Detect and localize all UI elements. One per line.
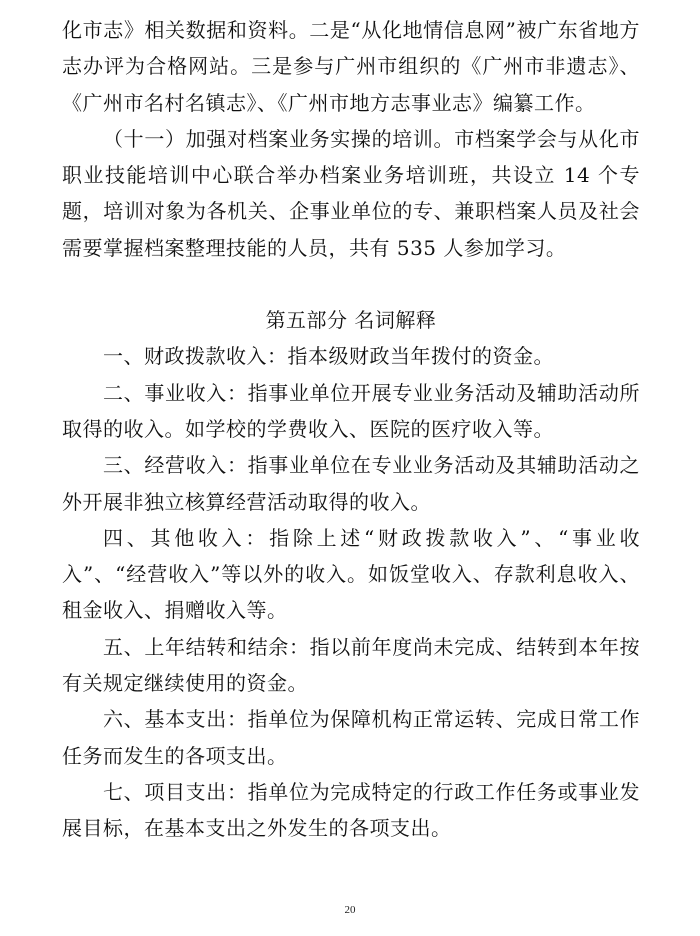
term-paragraph: 三、经营收入：指事业单位在专业业务活动及其辅助活动之外开展非独立核算经营活动取得的收入。 [62,453,640,514]
term-paragraph: 六、基本支出：指单位为保障机构正常运转、完成日常工作任务而发生的各项支出。 [62,707,640,768]
term-paragraph: 一、财政拨款收入：指本级财政当年拨付的资金。 [103,344,554,369]
paragraph-item-eleven: （十一）加强对档案业务实操的培训。市档案学会与从化市职业技能培训中心联合举办档案业务培训班，共设立 14 个专题，培训对象为各机关、企事业单位的专、兼职档案人员及社会需要掌握档案整理技能的人员，共有 535 人参加学习。 [62,126,640,260]
term-paragraph: 七、项目支出：指单位为完成特定的行政工作任务或事业发展目标，在基本支出之外发生的各项支出。 [62,779,640,841]
term-paragraph: 二、事业收入：指事业单位开展专业业务活动及辅助活动所取得的收入。如学校的学费收入、医院的医疗收入等。 [62,380,640,441]
body-text [62,12,640,847]
page-number: 20 [344,904,356,916]
section-title: 第五部分 名词解释 [265,308,437,333]
term-paragraph: 四、其他收入：指除上述“财政拨款收入”、“事业收入”、“经营收入”等以外的收入。如饭堂收入、存款利息收入、租金收入、捐赠收入等。 [62,525,640,623]
term-paragraph: 五、上年结转和结余：指以前年度尚未完成、结转到本年按有关规定继续使用的资金。 [62,634,640,696]
continuation-paragraph: 化市志》相关数据和资料。二是“从化地情信息网”被广东省地方志办评为合格网站。三是参与广州市组织的《广州市非遗志》、《广州市名村名镇志》、《广州市地方志事业志》编纂工作。 [62,18,640,115]
section-spacer [62,266,640,302]
